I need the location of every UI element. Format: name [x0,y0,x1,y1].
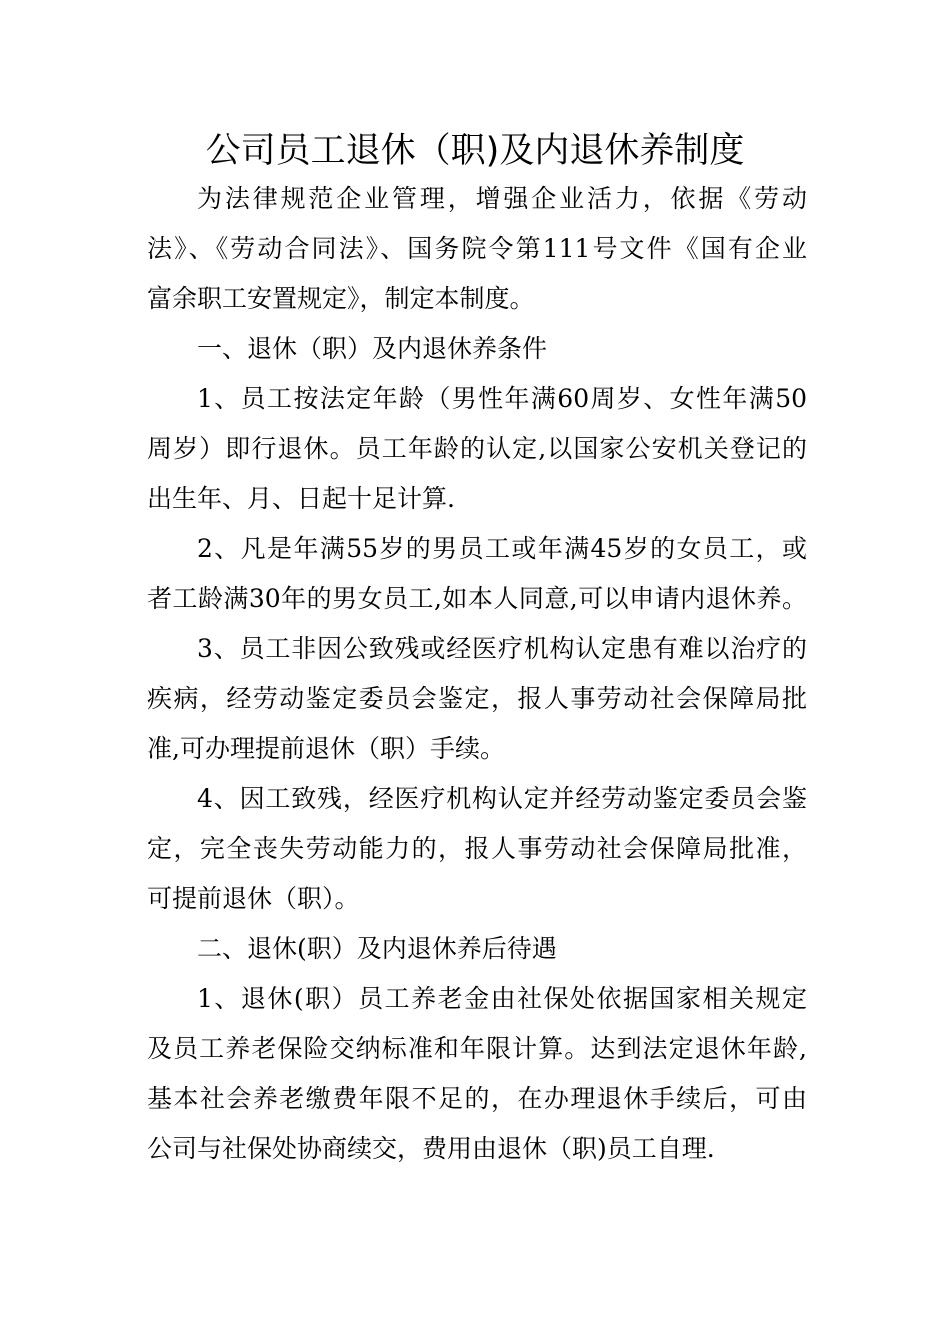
document-title: 公司员工退休（职)及内退休养制度 [205,131,745,171]
paragraph-line: 可提前退休（职）。 [147,884,360,913]
paragraph-line: 公司与社保处协商续交，费用由退休（职)员工自理. [147,1134,715,1163]
paragraph-line: 准,可办理提前退休（职）手续。 [147,734,505,763]
section-heading: 二、退休(职）及内退休养后待遇 [197,934,557,963]
paragraph-line: 出生年、月、日起十足计算. [147,484,455,513]
paragraph-line: 疾病，经劳动鉴定委员会鉴定，报人事劳动社会保障局批 [147,684,807,713]
paragraph-line: 周岁）即行退休。员工年龄的认定,以国家公安机关登记的 [147,434,807,463]
paragraph-line: 基本社会养老缴费年限不足的，在办理退休手续后，可由 [147,1084,807,1113]
paragraph-line: 为法律规范企业管理，增强企业活力，依据《劳动 [197,184,807,213]
paragraph-line: 3、员工非因公致残或经医疗机构认定患有难以治疗的 [197,634,807,663]
section-heading: 一、退休（职）及内退休养条件 [197,334,548,363]
paragraph-line: 4、因工致残，经医疗机构认定并经劳动鉴定委员会鉴 [197,784,807,813]
paragraph-line: 1、退休(职）员工养老金由社保处依据国家相关规定 [197,984,807,1013]
paragraph-line: 及员工养老保险交纳标准和年限计算。达到法定退休年龄, [147,1034,807,1063]
paragraph-line: 1、员工按法定年龄（男性年满60周岁、女性年满50 [197,384,807,413]
paragraph-line: 2、凡是年满55岁的男员工或年满45岁的女员工，或 [197,534,807,563]
paragraph-line: 定，完全丧失劳动能力的，报人事劳动社会保障局批准， [147,834,807,863]
paragraph-line: 者工龄满30年的男女员工,如本人同意,可以申请内退休养。 [147,584,807,613]
paragraph-line: 富余职工安置规定》，制定本制度。 [147,284,535,313]
paragraph-line: 法》、《劳动合同法》、国务院令第111号文件《国有企业 [147,234,807,263]
